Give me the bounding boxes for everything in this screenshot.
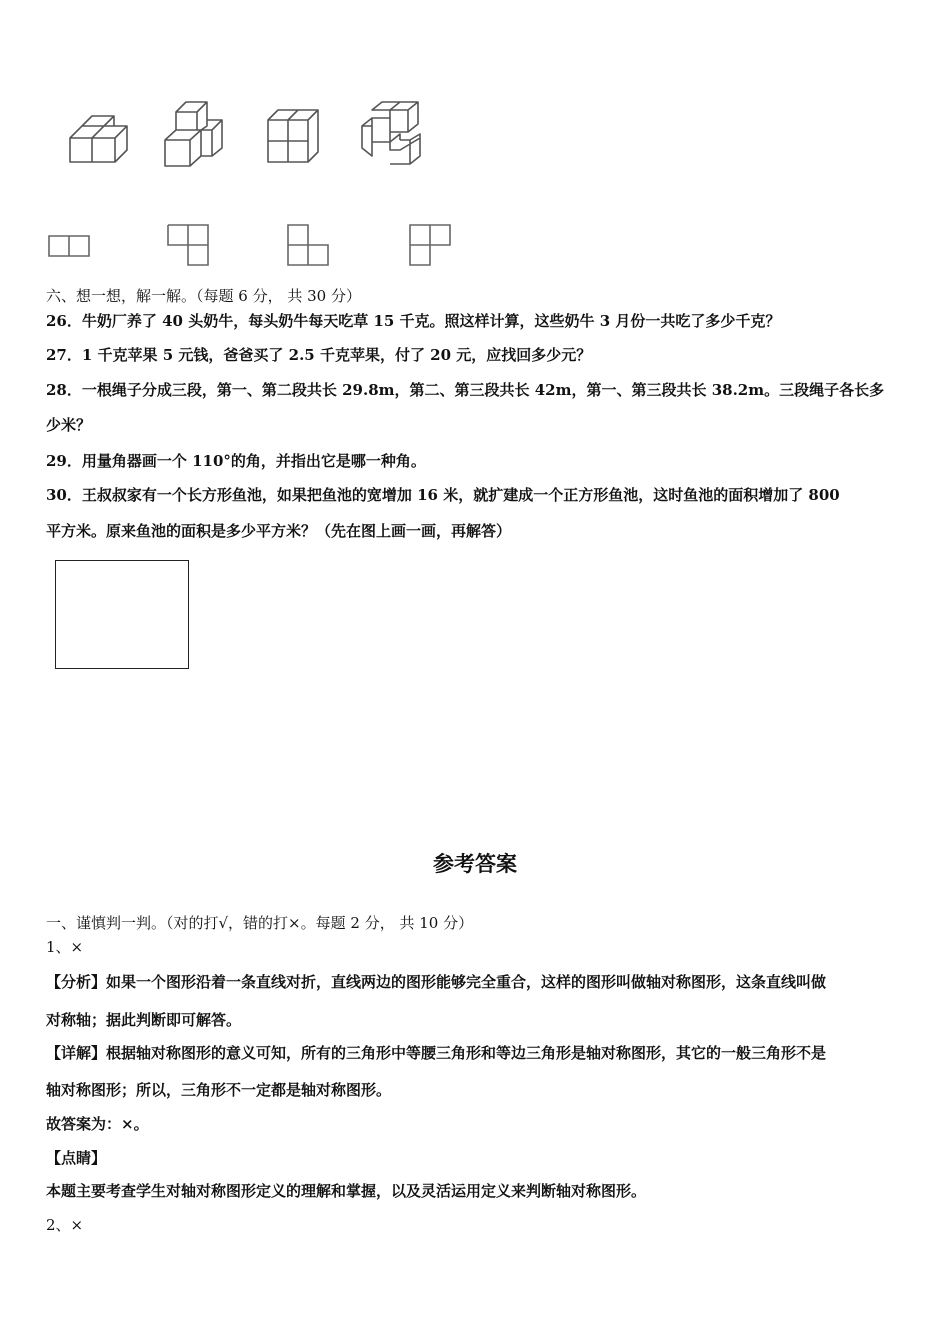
cube-figure-4: [362, 102, 420, 164]
question-30-line-2: 平方米。原来鱼池的面积是多少平方米？（先在图上画一画，再解答）: [46, 522, 512, 540]
view-option-1: [49, 236, 89, 256]
question-28-line-2: 少米？: [46, 416, 92, 434]
point-tag: 【点睛】: [46, 1149, 107, 1167]
detail-tag: 【详解】: [46, 1044, 107, 1062]
question-26: 26．牛奶厂养了 40 头奶牛，每头奶牛每天吃草 15 千克。照这样计算，这些奶牛 3 月份一共吃了多少千克？: [46, 312, 781, 330]
detail-text: 根据轴对称图形的意义可知，所有的三角形中等腰三角形和等边三角形是轴对称图形，其它的一般三角形不是: [106, 1044, 827, 1062]
answer-2-label: 2、×: [46, 1216, 84, 1234]
detail-line-1: [46, 1043, 826, 1063]
cube-figure-1: [70, 116, 127, 162]
view-option-4: [410, 225, 450, 265]
question-28-line-1: 28．一根绳子分成三段，第一、第二段共长 29.8m，第二、第三段共长 42m，第一、第三段共长 38.2m。三段绳子各长多: [46, 381, 885, 399]
section-heading-6: 六、想一想，解一解。（每题 6 分， 共 30 分）: [46, 287, 361, 305]
cube-figure-3: [268, 110, 318, 162]
analysis-text: 如果一个图形沿着一条直线对折，直线两边的图形能够完全重合，这样的图形叫做轴对称图形，这条直线叫做: [106, 973, 827, 991]
question-30-line-1: 30．王叔叔家有一个长方形鱼池，如果把鱼池的宽增加 16 米，就扩建成一个正方形鱼池，这时鱼池的面积增加了 800: [46, 486, 840, 504]
pond-diagram: [55, 560, 189, 669]
conclusion: 故答案为：×。: [46, 1115, 149, 1133]
question-27: 27．1 千克苹果 5 元钱，爸爸买了 2.5 千克苹果，付了 20 元，应找回多少元？: [46, 346, 592, 364]
analysis-line-1: [46, 972, 826, 992]
answers-section-heading-1: 一、谨慎判一判。（对的打√，错的打×。每题 2 分， 共 10 分）: [46, 914, 474, 932]
question-29: 29．用量角器画一个 110°的角，并指出它是哪一种角。: [46, 452, 426, 470]
cube-figures: [0, 90, 950, 180]
view-figures: [0, 220, 950, 270]
detail-line-2: 轴对称图形；所以，三角形不一定都是轴对称图形。: [46, 1081, 392, 1099]
point-text: 本题主要考查学生对轴对称图形定义的理解和掌握，以及灵活运用定义来判断轴对称图形。: [46, 1182, 647, 1200]
answer-1-label: 1、×: [46, 938, 84, 956]
view-option-2: [168, 225, 208, 265]
analysis-line-2: 对称轴；据此判断即可解答。: [46, 1011, 242, 1029]
answers-title: 参考答案: [433, 852, 517, 876]
view-option-3: [288, 225, 328, 265]
analysis-tag: 【分析】: [46, 973, 107, 991]
cube-figure-2: [165, 102, 222, 166]
